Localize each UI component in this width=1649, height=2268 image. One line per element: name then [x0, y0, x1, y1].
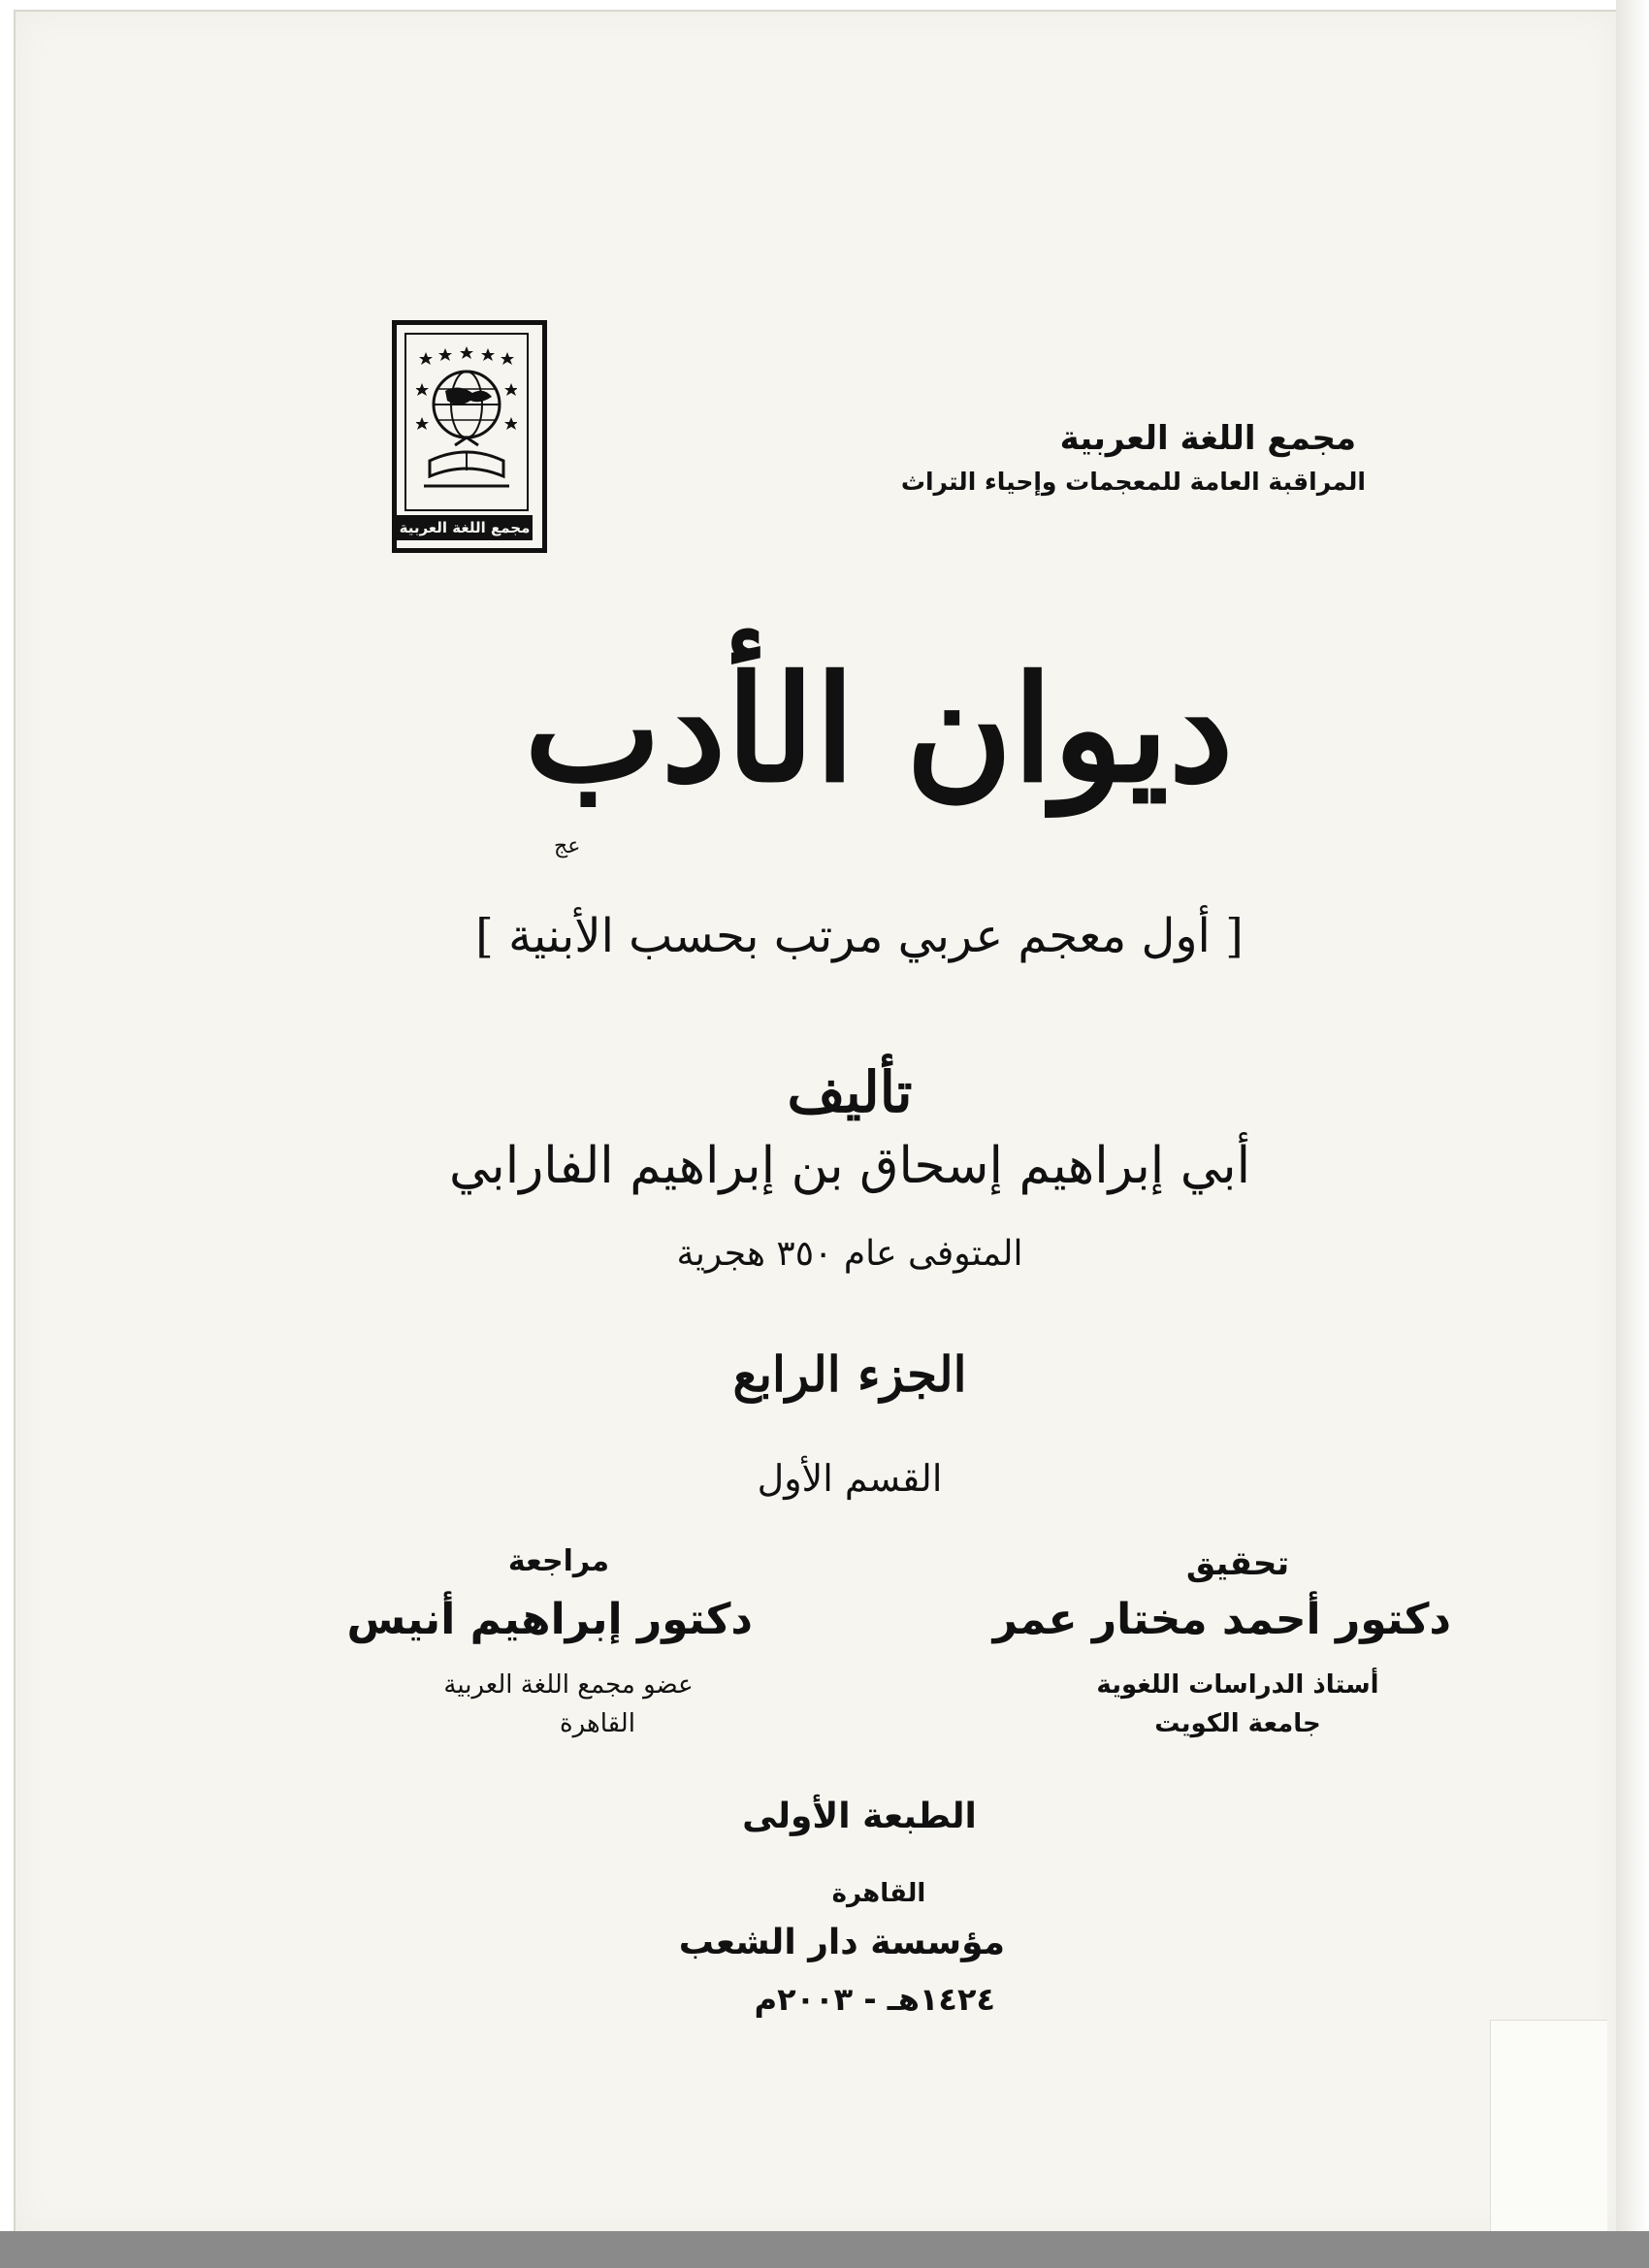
editor-name: دكتور أحمد مختار عمر	[992, 1595, 1451, 1644]
author-name: أبي إبراهيم إسحاق بن إبراهيم الفارابي	[448, 1137, 1251, 1195]
scanner-bottom-edge	[0, 2231, 1649, 2268]
editor-label: تحقيق	[1185, 1544, 1290, 1583]
reviewer-title: عضو مجمع اللغة العربية	[443, 1670, 694, 1700]
publication-city: القاهرة	[831, 1879, 926, 1908]
globe-book-icon	[416, 344, 517, 500]
book-title: ديوان الأدب	[524, 644, 1234, 815]
part-label: القسم الأول	[757, 1457, 943, 1500]
academy-name: مجمع اللغة العربية	[1059, 419, 1356, 458]
publisher-name: مؤسسة دار الشعب	[678, 1923, 1005, 1962]
title-mark: عج	[554, 834, 581, 859]
emblem-label: مجمع اللغة العربية	[397, 515, 533, 540]
volume-label: الجزء الرابع	[732, 1345, 967, 1403]
reviewer-city: القاهرة	[560, 1709, 635, 1738]
academy-emblem	[392, 320, 547, 553]
cover-edge-right	[1616, 0, 1649, 2268]
edition-label: الطبعة الأولى	[742, 1797, 977, 1836]
author-death-note: المتوفى عام ٣٥٠ هجرية	[676, 1234, 1023, 1274]
academy-department: المراقبة العامة للمعجمات وإحياء التراث	[900, 468, 1366, 496]
authored-label: تأليف	[787, 1059, 913, 1125]
book-subtitle: [ أول معجم عربي مرتب بحسب الأبنية ]	[475, 909, 1244, 963]
library-sticker	[1490, 2020, 1607, 2244]
emblem-frame	[404, 333, 529, 511]
reviewer-name: دكتور إبراهيم أنيس	[346, 1595, 753, 1644]
publication-year: ١٤٢٤هـ - ٢٠٠٣م	[754, 1981, 995, 2018]
editor-title: أستاذ الدراسات اللغوية	[1096, 1670, 1379, 1700]
book-cover	[14, 10, 1620, 2235]
reviewer-label: مراجعة	[507, 1544, 610, 1578]
editor-affiliation: جامعة الكويت	[1154, 1709, 1321, 1738]
